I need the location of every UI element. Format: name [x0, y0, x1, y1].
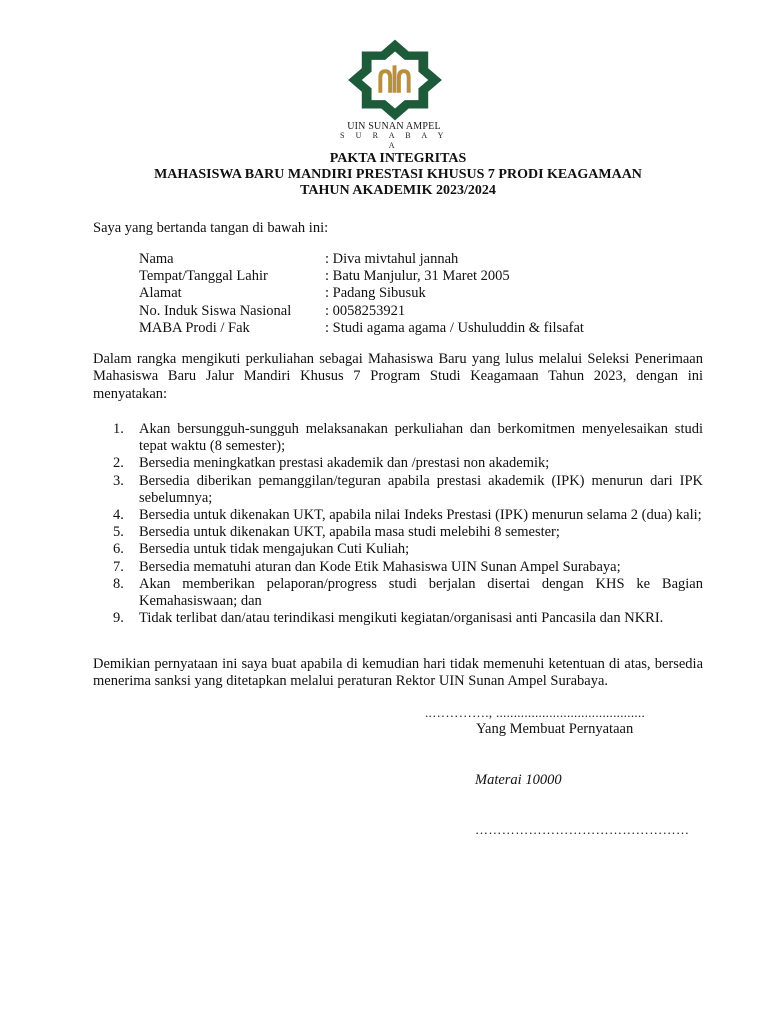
- identity-row: [139, 251, 584, 268]
- list-number: 5.: [113, 524, 124, 541]
- signature-name-line: …………………………………………: [475, 822, 690, 837]
- signature-place-date: ..…………., ..........................................: [425, 705, 646, 720]
- identity-value: : Diva mivtahul jannah: [325, 251, 459, 267]
- document-title-block: [80, 151, 716, 199]
- identity-value: : Padang Sibusuk: [325, 285, 426, 302]
- identity-row: [139, 303, 584, 320]
- list-number: 4.: [113, 507, 124, 524]
- list-item: [93, 576, 703, 610]
- list-number: 7.: [113, 558, 124, 575]
- declaration-list: [93, 421, 703, 627]
- list-number: 1.: [113, 421, 124, 437]
- list-item: [93, 455, 703, 472]
- identity-row: [139, 320, 584, 337]
- document-subtitle: MAHASISWA BARU MANDIRI PRESTASI KHUSUS 7 PRODI KEAGAMAAN: [154, 167, 642, 182]
- list-text: Bersedia untuk tidak mengajukan Cuti Kuliah;: [139, 541, 410, 558]
- list-number: 9.: [113, 610, 124, 627]
- list-text: Bersedia meningkatkan prestasi akademik dan /prestasi non akademik;: [139, 455, 550, 472]
- identity-value: : 0058253921: [325, 302, 406, 319]
- list-text: Bersedia untuk dikenakan UKT, apabila nilai Indeks Prestasi (IPK) menurun selama 2 (dua) kali;: [139, 507, 702, 524]
- identity-value: : Studi agama agama / Ushuluddin & filsafat: [325, 319, 584, 336]
- identity-row: [139, 268, 584, 285]
- intro-text: Saya yang bertanda tangan di bawah ini:: [93, 220, 329, 236]
- identity-value: : Batu Manjulur, 31 Maret 2005: [325, 268, 510, 285]
- list-item: [93, 507, 703, 524]
- document-title: PAKTA INTEGRITAS: [329, 151, 467, 166]
- list-item: [93, 559, 703, 576]
- list-number: 2.: [113, 455, 124, 472]
- identity-label: No. Induk Siswa Nasional: [139, 302, 292, 319]
- list-text: Bersedia mematuhi aturan dan Kode Etik Mahasiswa UIN Sunan Ampel Surabaya;: [139, 558, 621, 575]
- academic-year: TAHUN AKADEMIK 2023/2024: [300, 183, 496, 198]
- closing-paragraph: Demikian pernyataan ini saya buat apabila di kemudian hari tidak memenuhi ketentuan di atas, bersedia menerima sanksi yang ditetapkan melalui peraturan Rektor UIN Sunan Ampel Surabaya.: [93, 656, 703, 690]
- list-number: 6.: [113, 541, 124, 558]
- logo-university-name: UIN SUNAN AMPEL: [347, 121, 441, 132]
- materai-label: Materai 10000: [475, 772, 562, 788]
- signature-title: Yang Membuat Pernyataan: [476, 721, 634, 737]
- uinsa-emblem-icon: [346, 38, 444, 122]
- identity-label: Tempat/Tanggal Lahir: [139, 268, 268, 285]
- list-number: 8.: [113, 575, 124, 592]
- identity-row: [139, 285, 584, 302]
- list-text: Bersedia untuk dikenakan UKT, apabila masa studi melebihi 8 semester;: [139, 524, 560, 541]
- list-item: [93, 421, 703, 455]
- statement-paragraph: Dalam rangka mengikuti perkuliahan sebagai Mahasiswa Baru yang lulus melalui Seleksi Penerimaan Mahasiswa Baru Jalur Mandiri Khusus 7 Program Studi Keagamaan Tahun 2023, dengan ini menyatakan:: [93, 351, 703, 402]
- identity-label: Alamat: [139, 285, 182, 302]
- university-logo: [334, 38, 464, 150]
- identity-label: Nama: [139, 251, 174, 267]
- identity-label: MABA Prodi / Fak: [139, 319, 250, 336]
- list-number: 3.: [113, 472, 124, 489]
- list-text: Akan memberikan pelaporan/progress studi berjalan disertai dengan KHS ke Bagian Kemahasiswaan; dan: [139, 575, 703, 610]
- list-text: Akan bersungguh-sungguh melaksanakan perkuliahan dan berkomitmen menyelesaikan studi tepat waktu (8 semester);: [139, 421, 703, 455]
- list-text: Bersedia diberikan pemanggilan/teguran apabila prestasi akademik (IPK) menurun dari IPK sebelumnya;: [139, 472, 703, 506]
- list-item: [93, 610, 703, 627]
- list-item: [93, 524, 703, 541]
- list-item: [93, 541, 703, 558]
- identity-block: [139, 251, 584, 337]
- list-item: [93, 473, 703, 507]
- list-text: Tidak terlibat dan/atau terindikasi mengikuti kegiatan/organisasi anti Pancasila dan NKRI.: [139, 610, 664, 627]
- logo-city-name: S U R A B A Y A: [340, 131, 448, 150]
